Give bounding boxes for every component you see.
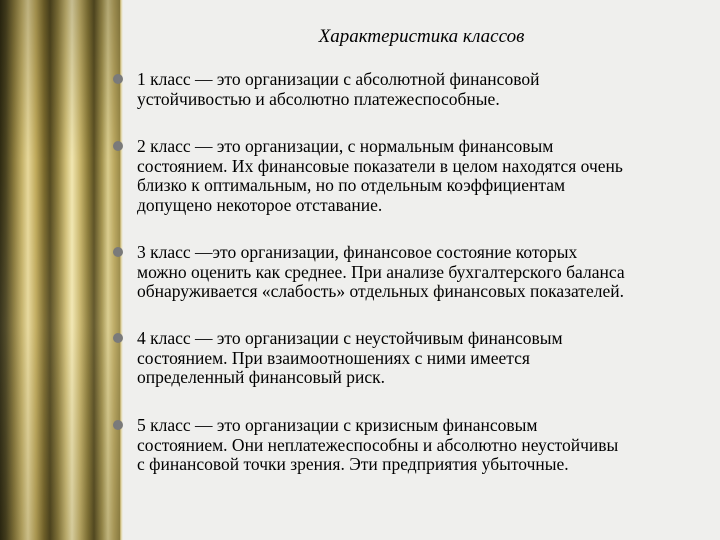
list-item-text: 4 класс — это организации с неустойчивым финансовым состоянием. При взаимоотношениях с ними имеется определенный финансовый риск.: [137, 328, 563, 387]
bullet-icon: [113, 141, 123, 151]
list-item-text: 5 класс — это организации с кризисным финансовым состоянием. Они неплатежеспособны и абсолютно неустойчивы с финансовой точки зрения. Эти предприятия убыточные.: [137, 415, 619, 474]
bullet-icon: [113, 420, 123, 430]
bullet-icon: [113, 74, 123, 84]
curtain-shade: [0, 0, 120, 540]
slide-title: Характеристика классов: [318, 26, 525, 47]
list-item-text: 2 класс — это организации, с нормальным финансовым состоянием. Их финансовые показатели в целом находятся очень близко к оптимальным, но по отдельным коэффициентам допущено некоторое отставание.: [137, 136, 623, 215]
list-item-text: 3 класс —это организации, финансовое состояние которых можно оценить как среднее. При анализе бухгалтерского баланса обнаруживается «слабость» отдельных финансовых показателей.: [137, 242, 625, 301]
bullet-icon: [113, 247, 123, 257]
bullet-icon: [113, 333, 123, 343]
list-item-text: 1 класс — это организации с абсолютной финансовой устойчивостью и абсолютно платежеспособные.: [137, 69, 540, 109]
